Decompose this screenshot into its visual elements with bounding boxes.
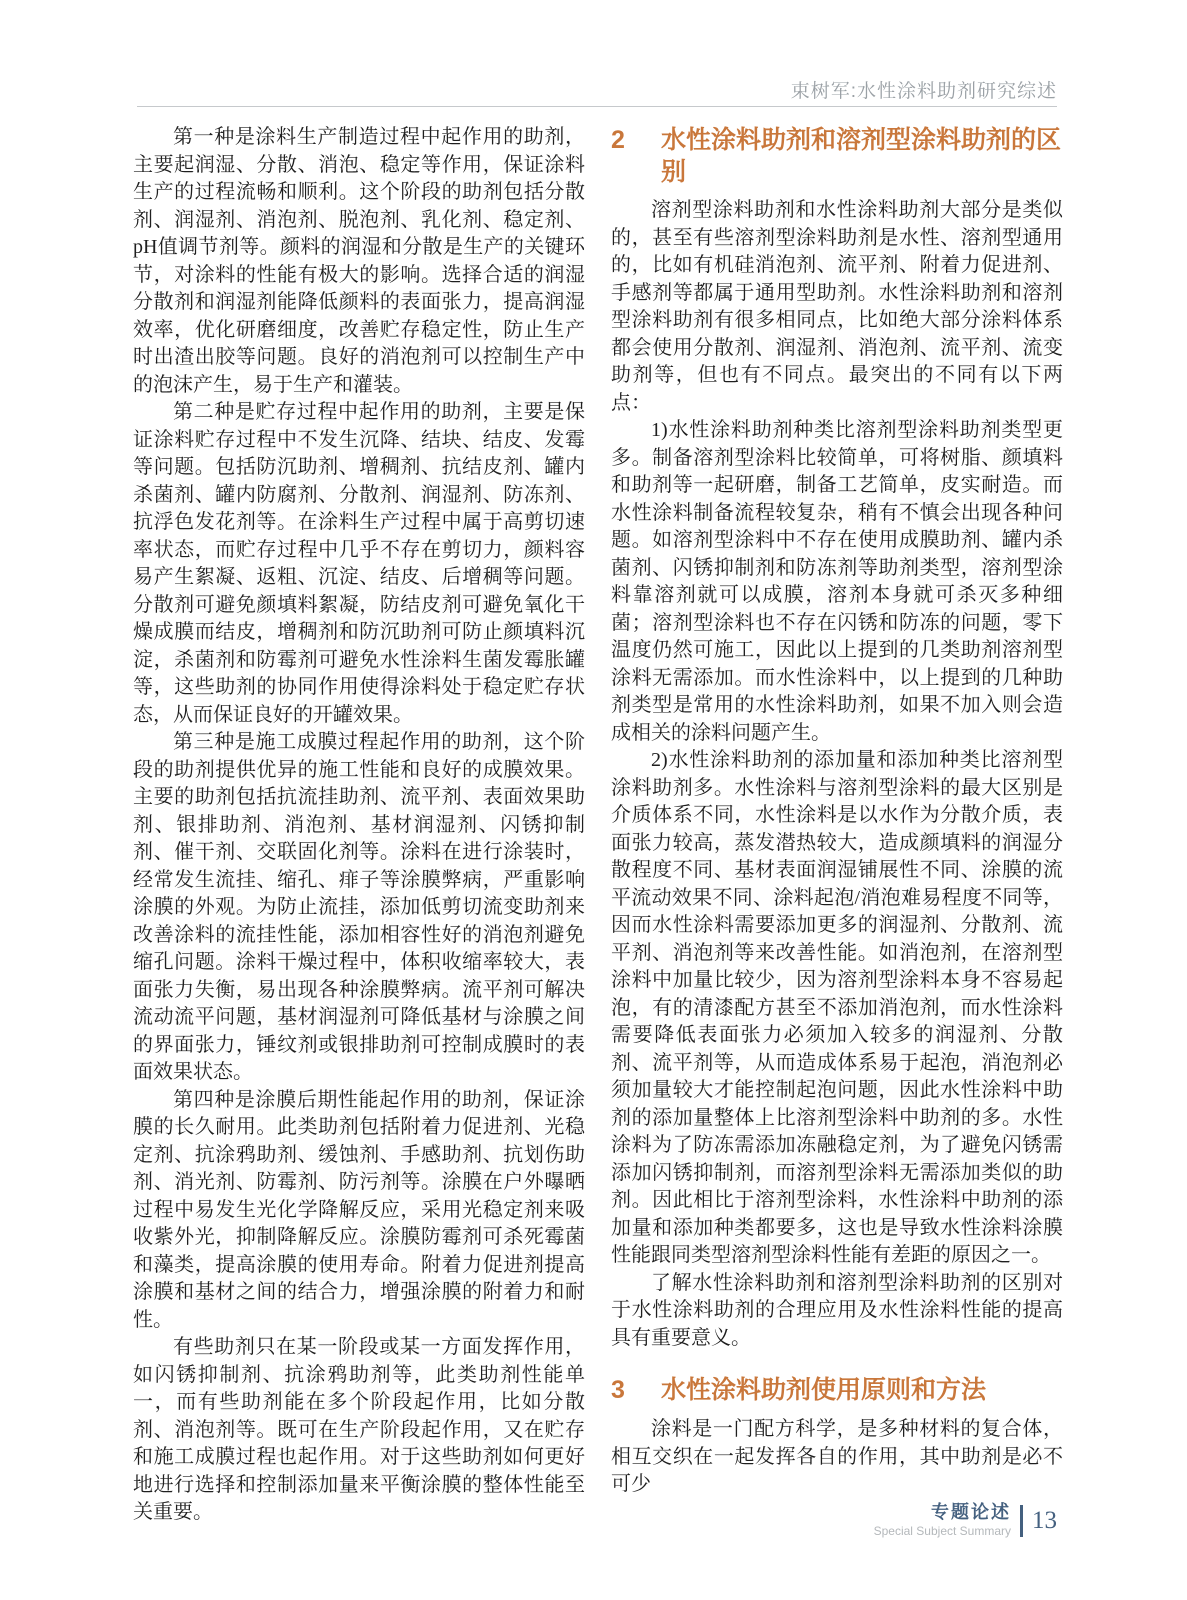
paragraph: 有些助剂只在某一阶段或某一方面发挥作用，如闪锈抑制剂、抗涂鸦助剂等，此类助剂性能单一，而有些助剂能在多个阶段起作用，比如分散剂、消泡剂等。既可在生产阶段起作用，又在贮存和施工成膜过程也起作用。对于这些助剂如何更好地进行选择和控制添加量来平衡涂膜的整体性能至关重要。 [133,1336,585,1523]
section-title: 水性涂料助剂和溶剂型涂料助剂的区别 [661,126,1062,186]
paragraph: 第三种是施工成膜过程起作用的助剂，这个阶段的助剂提供优异的施工性能和良好的成膜效果。主要的助剂包括抗流挂助剂、流平剂、表面效果助剂、银排助剂、消泡剂、基材润湿剂、闪锈抑制剂、催干剂、交联固化剂等。涂料在进行涂装时，经常发生流挂、缩孔、痱子等涂膜弊病，严重影响涂膜的外观。为防止流挂，添加低剪切流变助剂来改善涂料的流挂性能，添加相容性好的消泡剂避免缩孔问题。涂料干燥过程中，体积收缩率较大，表面张力失衡，易出现各种涂膜弊病。流平剂可解决流动流平问题，基材润湿剂可降低基材与涂膜之间的界面张力，锤纹剂或银排助剂可控制成膜时的表面效果状态。 [133,731,585,1083]
footer-labels [874,1502,1011,1539]
section-heading-2 [611,124,1063,188]
section-title: 水性涂料助剂使用原则和方法 [661,1376,987,1404]
running-title: 束树军:水性涂料助剂研究综述 [790,81,1057,102]
paragraph: 了解水性涂料助剂和溶剂型涂料助剂的区别对于水性涂料助剂的合理应用及水性涂料性能的提高具有重要意义。 [611,1271,1063,1349]
paragraph: 溶剂型涂料助剂和水性涂料助剂大部分是类似的，甚至有些溶剂型涂料助剂是水性、溶剂型通用的，比如有机硅消泡剂、流平剂、附着力促进剂、手感剂等都属于通用型助剂。水性涂料助剂和溶剂型涂料助剂有很多相同点，比如绝大部分涂料体系都会使用分散剂、润湿剂、消泡剂、流平剂、流变助剂等，但也有不同点。最突出的不同有以下两点： [611,199,1063,414]
paragraph: 涂料是一门配方科学，是多种材料的复合体，相互交织在一起发挥各自的作用，其中助剂是必不可少 [611,1418,1063,1495]
paragraph: 2)水性涂料助剂的添加量和添加种类比溶剂型涂料助剂多。水性涂料与溶剂型涂料的最大区别是介质体系不同，水性涂料是以水作为分散介质，表面张力较高，蒸发潜热较大，造成颜填料的润湿分散程度不同、基材表面润湿铺展性不同、涂膜的流平流动效果不同、涂料起泡/消泡难易程度不同等，因而水性涂料需要添加更多的润湿剂、分散剂、流平剂、消泡剂等来改善性能。如消泡剂，在溶剂型涂料中加量比较少，因为溶剂型涂料本身不容易起泡，有的清漆配方甚至不添加消泡剂，而水性涂料需要降低表面张力必须加入较多的润湿剂、分散剂、流平剂等，从而造成体系易于起泡，消泡剂必须加量较大才能控制起泡问题，因此水性涂料中助剂的添加量整体上比溶剂型涂料中助剂的多。水性涂料为了防冻需添加冻融稳定剂，为了避免闪锈需添加闪锈抑制剂，而溶剂型涂料无需添加类似的助剂。因此相比于溶剂型涂料，水性涂料中助剂的添加量和添加种类都要多，这也是导致水性涂料涂膜性能跟同类型溶剂型涂料性能有差距的原因之一。 [611,749,1063,1266]
paragraph: 第一种是涂料生产制造过程中起作用的助剂，主要起润湿、分散、消泡、稳定等作用，保证涂料生产的过程流畅和顺利。这个阶段的助剂包括分散剂、润湿剂、消泡剂、脱泡剂、乳化剂、稳定剂、pH值调节剂等。颜料的润湿和分散是生产的关键环节，对涂料的性能有极大的影响。选择合适的润湿分散剂和润湿剂能降低颜料的表面张力，提高润湿效率，优化研磨细度，改善贮存稳定性，防止生产时出渣出胶等问题。良好的消泡剂可以控制生产中的泡沫产生，易于生产和灌装。 [133,126,585,396]
footer-category-cn: 专题论述 [931,1502,1011,1522]
footer-category-en: Special Subject Summary [873,1524,1011,1538]
right-column [611,124,1063,1527]
page-number: 13 [1032,1506,1057,1534]
paragraph: 第二种是贮存过程中起作用的助剂，主要是保证涂料贮存过程中不发生沉降、结块、结皮、发霉等问题。包括防沉助剂、增稠剂、抗结皮剂、罐内杀菌剂、罐内防腐剂、分散剂、润湿剂、防冻剂、抗浮色发花剂等。在涂料生产过程中属于高剪切速率状态，而贮存过程中几乎不存在剪切力，颜料容易产生絮凝、返粗、沉淀、结皮、后增稠等问题。分散剂可避免颜填料絮凝，防结皮剂可避免氧化干燥成膜而结皮，增稠剂和防沉助剂可防止颜填料沉淀，杀菌剂和防霉剂可避免水性涂料生菌发霉胀罐等，这些助剂的协同作用使得涂料处于稳定贮存状态，从而保证良好的开罐效果。 [133,401,585,726]
article-body [133,124,1063,1527]
page-footer [874,1502,1057,1539]
footer-divider [1020,1505,1023,1537]
section-number: 3 [611,1376,625,1404]
section-number: 2 [611,126,625,154]
paragraph: 1)水性涂料助剂种类比溶剂型涂料助剂类型更多。制备溶剂型涂料比较简单，可将树脂、颜填料和助剂等一起研磨，制备工艺简单，皮实耐造。而水性涂料制备流程较复杂，稍有不慎会出现各种问题。如溶剂型涂料中不存在使用成膜助剂、罐内杀菌剂、闪锈抑制剂和防冻剂等助剂类型，溶剂型涂料靠溶剂就可以成膜，溶剂本身就可杀灭多种细菌；溶剂型涂料也不存在闪锈和防冻的问题，零下温度仍然可施工，因此以上提到的几类助剂溶剂型涂料无需添加。而水性涂料中，以上提到的几种助剂类型是常用的水性涂料助剂，如果不加入则会造成相关的涂料问题产生。 [611,419,1063,744]
header-rule [137,106,1057,107]
section-heading-3 [611,1374,1063,1406]
paragraph: 第四种是涂膜后期性能起作用的助剂，保证涂膜的长久耐用。此类助剂包括附着力促进剂、光稳定剂、抗涂鸦助剂、缓蚀剂、手感助剂、抗划伤助剂、消光剂、防霉剂、防污剂等。涂膜在户外曝晒过程中易发生光化学降解反应，采用光稳定剂来吸收紫外光，抑制降解反应。涂膜防霉剂可杀死霉菌和藻类，提高涂膜的使用寿命。附着力促进剂提高涂膜和基材之间的结合力，增强涂膜的附着力和耐性。 [133,1088,585,1331]
left-column [133,124,585,1527]
